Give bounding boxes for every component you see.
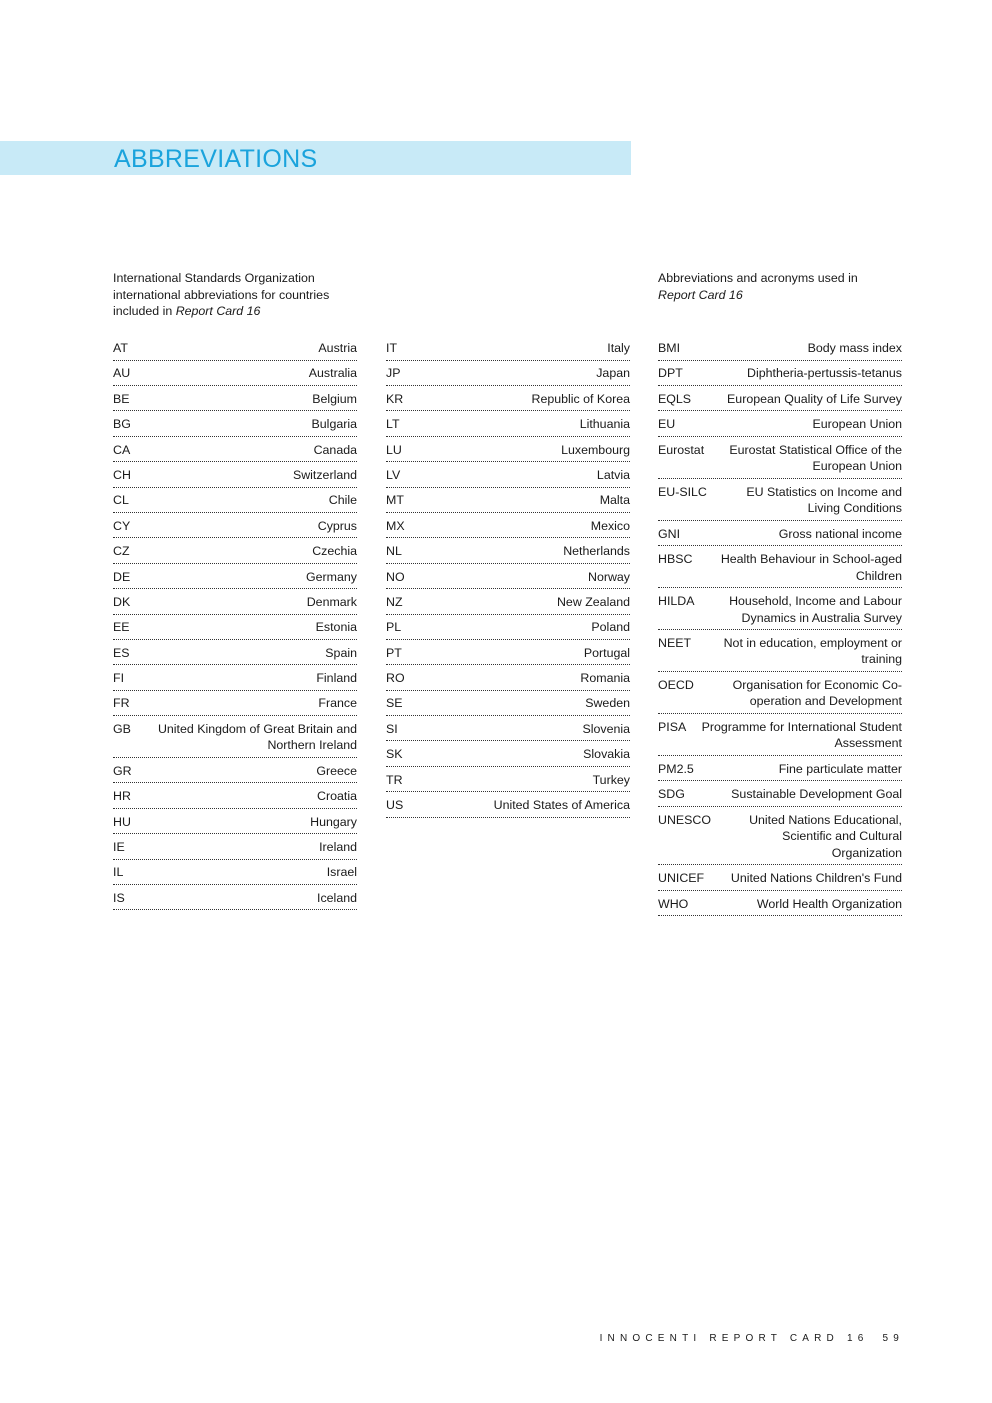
abbreviation-meaning: EU Statistics on Income and Living Conditions — [746, 484, 902, 516]
acronym-row — [658, 810, 902, 866]
abbreviation-code: AT — [113, 341, 128, 355]
abbreviation-meaning: Ireland — [319, 840, 357, 855]
abbreviation-meaning: Cyprus — [317, 518, 357, 533]
country-code-row — [113, 812, 357, 835]
abbreviation-code: HR — [113, 789, 131, 804]
acronym-row — [658, 338, 902, 361]
abbreviation-code: IS — [113, 890, 125, 905]
abbreviation-code: SE — [386, 696, 403, 711]
country-code-row — [113, 643, 357, 666]
abbreviation-meaning: Household, Income and Labour Dynamics in Australia Survey — [729, 593, 902, 625]
abbreviation-meaning: Body mass index — [807, 341, 902, 355]
abbreviation-code: SDG — [658, 787, 685, 802]
country-code-row — [386, 363, 630, 386]
abbreviation-meaning: United Kingdom of Great Britain and Northern Ireland — [157, 721, 357, 753]
country-code-row — [386, 440, 630, 463]
page-footer — [600, 1333, 904, 1344]
abbreviation-meaning: Estonia — [315, 620, 357, 635]
abbreviation-code: DK — [113, 594, 131, 609]
abbreviation-meaning: Portugal — [583, 645, 630, 660]
country-code-row — [386, 516, 630, 539]
countries-intro-line-1: International Standards Organization — [113, 271, 315, 285]
abbreviation-code: BE — [113, 391, 130, 406]
acronym-row — [658, 414, 902, 437]
country-code-row — [113, 389, 357, 412]
country-code-row — [113, 786, 357, 809]
abbreviation-code: SK — [386, 747, 403, 762]
abbreviation-meaning: Romania — [580, 671, 630, 686]
country-code-row — [386, 719, 630, 742]
acronym-row — [658, 633, 902, 672]
country-code-row — [386, 744, 630, 767]
abbreviation-meaning: World Health Organization — [756, 896, 902, 911]
abbreviation-code: LV — [386, 467, 401, 482]
abbreviation-meaning: Slovakia — [583, 747, 630, 762]
abbreviation-code: LU — [386, 442, 402, 457]
abbreviation-meaning: Italy — [607, 341, 630, 355]
abbreviation-meaning: Slovenia — [582, 721, 630, 736]
acronym-row — [658, 717, 902, 756]
abbreviation-code: PISA — [658, 719, 687, 734]
acronym-row — [658, 389, 902, 412]
abbreviation-code: EU — [658, 417, 676, 432]
country-code-row — [113, 363, 357, 386]
country-code-row — [386, 592, 630, 615]
country-code-row — [113, 541, 357, 564]
abbreviation-meaning: Czechia — [312, 544, 357, 559]
abbreviation-meaning: New Zealand — [556, 594, 630, 609]
abbreviation-code: PT — [386, 645, 402, 660]
abbreviation-meaning: United Nations Educational, Scientific and Cultural Organization — [749, 812, 902, 860]
abbreviation-meaning: Malta — [599, 493, 630, 508]
abbreviation-meaning: United States of America — [493, 798, 630, 813]
abbreviation-code: NO — [386, 569, 405, 584]
countries-intro — [113, 270, 363, 320]
abbreviation-code: HU — [113, 814, 131, 829]
acronym-row — [658, 363, 902, 386]
abbreviation-code: EQLS — [658, 391, 692, 406]
country-code-row — [386, 795, 630, 818]
abbreviation-code: US — [386, 798, 404, 813]
abbreviation-code: DE — [113, 569, 131, 584]
abbreviation-meaning: Switzerland — [292, 467, 357, 482]
country-codes-column-1 — [113, 338, 357, 913]
abbreviation-code: UNICEF — [658, 871, 705, 886]
country-code-row — [113, 490, 357, 513]
countries-intro-line-3 — [113, 303, 363, 320]
acronyms-intro-line-1: Abbreviations and acronyms used in — [658, 271, 858, 285]
abbreviation-code: FR — [113, 696, 130, 711]
abbreviation-code: HBSC — [658, 551, 693, 566]
abbreviation-code: UNESCO — [658, 812, 712, 827]
country-code-row — [386, 567, 630, 590]
abbreviation-code: WHO — [658, 896, 689, 911]
abbreviation-code: OECD — [658, 677, 694, 692]
country-code-row — [113, 719, 357, 758]
abbreviation-meaning: Croatia — [317, 789, 357, 804]
abbreviation-code: NZ — [386, 594, 403, 609]
abbreviation-code: CZ — [113, 544, 130, 559]
countries-intro-report-title: Report Card 16 — [175, 304, 261, 319]
abbreviation-code: BMI — [658, 341, 681, 355]
abbreviation-meaning: Turkey — [592, 772, 630, 787]
abbreviation-meaning: Fine particulate matter — [778, 761, 902, 776]
country-code-row — [386, 617, 630, 640]
abbreviation-code: GR — [113, 763, 132, 778]
acronym-row — [658, 675, 902, 714]
country-code-row — [113, 837, 357, 860]
abbreviation-meaning: Poland — [591, 620, 630, 635]
abbreviation-code: GNI — [658, 526, 681, 541]
abbreviation-code: LT — [386, 417, 400, 432]
abbreviation-code: RO — [386, 671, 405, 686]
country-code-row — [113, 414, 357, 437]
abbreviation-code: CA — [113, 442, 131, 457]
countries-intro-line-2: international abbreviations for countries — [113, 287, 330, 302]
acronym-row — [658, 591, 902, 630]
abbreviation-code: MT — [386, 493, 404, 508]
abbreviation-meaning: Iceland — [317, 890, 357, 905]
abbreviation-code: CL — [113, 493, 129, 508]
abbreviation-meaning: Belgium — [312, 391, 357, 406]
abbreviation-code: IL — [113, 865, 124, 880]
acronym-row — [658, 440, 902, 479]
acronyms-intro — [658, 270, 902, 303]
abbreviation-meaning: Sweden — [585, 696, 630, 711]
abbreviation-code: SI — [386, 721, 398, 736]
abbreviation-meaning: Republic of Korea — [531, 391, 630, 406]
abbreviation-code: PM2.5 — [658, 761, 694, 776]
abbreviation-code: HILDA — [658, 593, 695, 608]
abbreviation-meaning: United Nations Children's Fund — [730, 871, 902, 886]
page-number: 59 — [882, 1333, 904, 1344]
abbreviation-meaning: Health Behaviour in School-aged Children — [720, 551, 902, 583]
abbreviation-code: ES — [113, 645, 130, 660]
abbreviation-meaning: France — [318, 696, 357, 711]
abbreviation-code: AU — [113, 366, 131, 381]
abbreviation-meaning: Eurostat Statistical Office of the European Union — [729, 442, 902, 474]
abbreviation-code: TR — [386, 772, 403, 787]
countries-intro-prefix: included in — [113, 304, 176, 319]
country-code-row — [386, 490, 630, 513]
abbreviation-meaning: Bulgaria — [311, 417, 357, 432]
abbreviation-code: Eurostat — [658, 442, 705, 457]
abbreviation-meaning: Mexico — [590, 518, 630, 533]
country-code-row — [386, 414, 630, 437]
abbreviation-code: DPT — [658, 366, 683, 381]
abbreviation-code: JP — [386, 366, 401, 381]
abbreviation-meaning: Lithuania — [579, 417, 630, 432]
abbreviation-meaning: Denmark — [306, 594, 357, 609]
abbreviation-meaning: Latvia — [596, 467, 630, 482]
country-code-row — [113, 338, 357, 361]
abbreviation-meaning: Chile — [328, 493, 357, 508]
country-code-row — [386, 770, 630, 793]
abbreviation-code: NL — [386, 544, 402, 559]
abbreviation-meaning: Organisation for Economic Co-operation and Development — [732, 677, 902, 709]
footer-publication: INNOCENTI REPORT CARD 16 — [599, 1333, 869, 1344]
acronyms-intro-report-title: Report Card 16 — [658, 287, 743, 302]
abbreviation-meaning: European Quality of Life Survey — [727, 391, 902, 406]
country-code-row — [386, 465, 630, 488]
acronym-row — [658, 549, 902, 588]
abbreviation-meaning: Greece — [316, 763, 357, 778]
country-code-row — [386, 389, 630, 412]
country-code-row — [113, 567, 357, 590]
abbreviation-meaning: Sustainable Development Goal — [731, 787, 902, 802]
abbreviation-meaning: Japan — [596, 366, 630, 381]
abbreviation-meaning: Israel — [326, 865, 357, 880]
acronym-row — [658, 524, 902, 547]
abbreviation-code: IT — [386, 341, 398, 355]
acronym-row — [658, 759, 902, 782]
country-code-row — [113, 516, 357, 539]
abbreviation-meaning: Spain — [325, 645, 357, 660]
title-band — [0, 141, 631, 175]
country-code-row — [113, 668, 357, 691]
abbreviation-meaning: Diphtheria-pertussis-tetanus — [747, 366, 902, 381]
abbreviation-meaning: Norway — [588, 569, 630, 584]
abbreviation-code: FI — [113, 671, 125, 686]
abbreviation-code: IE — [113, 840, 125, 855]
country-code-row — [113, 761, 357, 784]
abbreviation-code: CY — [113, 518, 131, 533]
country-code-row — [113, 465, 357, 488]
abbreviation-meaning: Finland — [316, 671, 357, 686]
page-title: ABBREVIATIONS — [114, 145, 318, 173]
acronyms-column — [658, 338, 902, 919]
abbreviation-meaning: Not in education, employment or training — [723, 635, 902, 667]
abbreviation-code: EU-SILC — [658, 484, 707, 499]
abbreviation-meaning: Hungary — [310, 814, 357, 829]
abbreviation-code: KR — [386, 391, 404, 406]
abbreviation-meaning: European Union — [812, 417, 902, 432]
abbreviation-code: NEET — [658, 635, 692, 650]
abbreviation-meaning: Programme for International Student Assessment — [701, 719, 902, 751]
country-code-row — [113, 592, 357, 615]
abbreviation-meaning: Germany — [306, 569, 357, 584]
abbreviation-meaning: Australia — [308, 366, 357, 381]
abbreviation-meaning: Gross national income — [778, 526, 902, 541]
country-code-row — [386, 643, 630, 666]
country-code-row — [113, 693, 357, 716]
abbreviation-code: GB — [113, 721, 131, 736]
abbreviation-meaning: Netherlands — [563, 544, 630, 559]
abbreviation-meaning: Luxembourg — [561, 442, 630, 457]
country-code-row — [113, 617, 357, 640]
country-code-row — [386, 693, 630, 716]
country-code-row — [113, 440, 357, 463]
country-code-row — [113, 862, 357, 885]
country-code-row — [386, 338, 630, 361]
abbreviation-meaning: Canada — [313, 442, 357, 457]
acronym-row — [658, 482, 902, 521]
abbreviation-meaning: Austria — [318, 341, 357, 355]
abbreviation-code: MX — [386, 518, 405, 533]
country-code-row — [386, 541, 630, 564]
country-codes-column-2 — [386, 338, 630, 820]
abbreviation-code: EE — [113, 620, 130, 635]
acronyms-intro-line-2 — [658, 287, 902, 304]
abbreviation-code: CH — [113, 467, 131, 482]
acronym-row — [658, 784, 902, 807]
country-code-row — [386, 668, 630, 691]
acronym-row — [658, 868, 902, 891]
abbreviation-code: BG — [113, 417, 131, 432]
country-code-row — [113, 888, 357, 911]
acronym-row — [658, 894, 902, 917]
abbreviation-code: PL — [386, 620, 402, 635]
